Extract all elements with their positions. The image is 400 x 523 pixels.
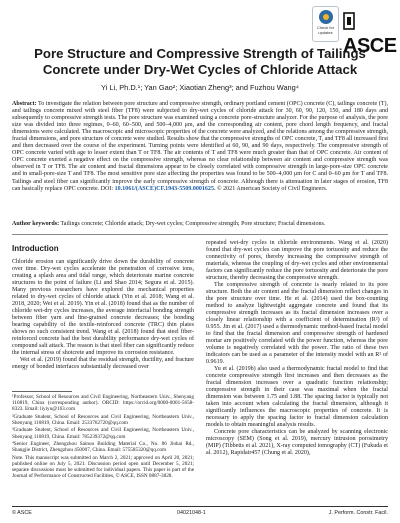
keywords-body: Tailings concrete; Chloride attack; Dry-wet cycles; Compressive strength; Pore structure; Fractal dimensions.	[59, 221, 326, 227]
footnote-4: ⁴Senior Engineer, Zhengzhou Sainuo Building Material Co., No. 86 Jinhai Rd., Shangjie District, Zhengzhou 450007, China. Email: 575585320@qq.com	[12, 441, 194, 454]
badge-line2: updates	[318, 30, 333, 35]
intro-paragraph-1: Chloride erosion can significantly drive down the durability of concrete over time. Dry-wet cycles accelerate the penetration of corrosive ions, creating a splash area and tidal range, which deteriorate marine concrete structures to the point of failure (Li and Shao 2014; Segura et al. 2015). Many previous researchers have explored the mechanical properties related to dry-wet cycles of chloride attack (Yin et al. 2018; Wang et al. 2018, 2020; Wei et al. 2019). Yin et al. (2018) found that as the number of chloride wet-dry cycles increases, the average interfacial bonding strength between fiber yarn and fine-grained concrete decreases; the bonding bearing capability of the textile-reinforced concrete (TRC) thin plates shows no such consistent trend. Wang et al. (2018) found that steel fiber-reinforced concrete had the best durability performance dry-wet cycles of compound salt attack. The reason is that steel fiber can significantly reduce the internal stress of shotcrete and improve its corrosion resistance.	[12, 259, 194, 357]
paper-title: Pore Structure and Compressive Strength of Tailings Concrete under Dry-Wet Cycles of Chloride Attack	[34, 46, 366, 77]
keywords-label: Author keywords:	[12, 221, 60, 227]
footnote-2: ²Graduate Student, School of Resources and Civil Engineering, Northeastern Univ., Shenyang 110819, China. Email: 2533762720@qq.com	[12, 413, 194, 426]
abstract	[12, 101, 388, 193]
header-bar	[0, 0, 400, 57]
asce-mark-icon	[343, 12, 355, 30]
intro-paragraph-5: Yu et al. (2019b) also used a thermodynamic fractal model to find that concrete compressive strength first increases and then decreases as the fractal dimension increases over a quadratic function relationship; compressive strength in their case was maximal when the fractal dimension was between 1.75 and 1.88. The spacing factor is typically not taken into account when calculating the fractal dimension, although it significantly influences the macroscopic properties of concrete. It is necessary to apply the spacing factor to fractal dimension calculation models to obtain meaningful analysis results.	[206, 366, 388, 429]
footnote-3: ³Graduate Student, School of Resources and Civil Engineering, Northeastern Univ., Shenyang 110819, China. Email: 785239372@qq.com	[12, 427, 194, 440]
intro-paragraph-4: The compressive strength of concrete is nearly related to its pore structure. Both the air content and the fractal dimension reflect changes in the pore structure over time. He et al. (2014) used the box-counting method to analyze lightweight aggregate concrete and found that its compressive strength increases as its fractal dimension increases over a closely linear relationship with a coefficient of determination (R²) of 0.955. Jin et al. (2017) used a thermodynamic method-based fractal model to find that the fractal dimension and compressive strength of hardened mortar are positively correlated with the power function, whereas the pore volume is negatively correlated with the power. The ratio of these two indicators can be used as a parameter of the intensity model with an R² of 0.9619.	[206, 282, 388, 366]
footnotes	[12, 394, 194, 481]
abstract-copyright: © 2021 American Society of Civil Engineers.	[215, 185, 328, 192]
section-heading-introduction: Introduction	[12, 244, 59, 253]
manuscript-note: Note. This manuscript was submitted on March 2, 2021; approved on April 20, 2021; published online on July 5, 2021. Discussion period open until December 5, 2021; separate discussions must be submitted for individual papers. This paper is part of the Journal of Performance of Constructed Facilities, © ASCE, ISSN 0887-3828.	[12, 454, 194, 480]
footnote-1: ¹Professor, School of Resources and Civil Engineering, Northeastern Univ., Shenyang 110819, China (corresponding author). ORCID: https://orcid.org/0000-0001-5658-8323. Email: liyiyu@163.com	[12, 394, 194, 413]
right-column	[206, 240, 388, 457]
asce-logo-text: ASCE	[343, 35, 397, 57]
intro-paragraph-6: Concrete pore characteristics can be analyzed by scanning electronic microscopy (SEM) (Song et al. 2019), mercury intrusion porosimetry (MIP) (Tibbetts et al. 2021), X-ray computed tomography (CT) (Fukuda et al. 2012), Rapidair457 (Chung et al. 2020),	[206, 429, 388, 457]
keywords-divider	[12, 234, 388, 235]
intro-paragraph-3: repeated wet-dry cycles in chloride environments. Wang et al. (2020) found that dry-wet cycles can improve the pore tortuosity and reduce the connectivity of pores, thereby increasing the compressive strength of materials, whereas the coupling of dry-wet cycles and other environmental factors can significantly reduce the pore tortuosity and deteriorate the pore structure, thereby decreasing the compressive strength.	[206, 240, 388, 282]
badge-line1: Check for	[316, 25, 335, 30]
author-keywords	[12, 221, 388, 228]
abstract-body: To investigate the relation between pore structure and compressive strength, ordinary portland cement (OPC) concrete (C), tailings concrete (T), and tailings concrete mixed with steel fiber (TF8) were subjected to dry-wet cycles of chloride attack for 30, 60, 90, 120, 150, and 180 days and subsequently to compressive strength tests. The pore structure was examined using a concrete pore-structure analyzer. For the purpose of analysis, the pore size was divided into three regimes, 0–60, 60–500, and 500–4,000 μm, and the corresponding air content, pore chord length frequency, and fractal dimensions were calculated. The macroscopic and microscopic properties of the concrete were analyzed, and the relations among the compressive strength, fractal dimensions, and pore structure of concrete were studied. Results show that the compressive strengths of OPC concrete, T, and TF8 all increased first and then decreased over the course of the experiment. Turning points were identified at 60, 90, and 90 days, respectively. The compressive strength of OPC concrete varied with age to lesser extent than T or TF8. The air contents of T and TF8 were much greater than that of OPC concrete. Air content of OPC concrete exerted a negative effect on the compressive strength, whereas no clear relationship between air content and compressive strength was observed in T or TF8. The air content and fractal dimensions appear to be closely correlated with compressive strength in large-pore-size OPC concrete and in small-pore-size T and TF8. The most sensitive pore size affecting the properties was found to be 500–4,000 μm for C and 0–60 μm for T and TF8. Tailings and steel fiber can significantly improve the early compressive strength of concrete. Although there is attenuation in later stages of erosion, TF8 can basically replace OPC concrete. DOI:	[12, 101, 388, 192]
footer-copyright: © ASCE	[12, 510, 32, 516]
intro-paragraph-2: Wei et al. (2019) found that the residual strength, ductility, and fracture energy of bonded interfaces substantially decreased over	[12, 357, 194, 371]
footer-journal: J. Perform. Constr. Facil.	[328, 510, 388, 516]
footer-divider	[12, 506, 388, 507]
left-column	[12, 240, 194, 371]
page-footer	[12, 509, 388, 519]
check-for-updates-badge[interactable]	[312, 6, 339, 42]
check-updates-icon	[319, 10, 333, 24]
asce-logo	[343, 10, 400, 57]
abstract-label: Abstract:	[12, 101, 37, 107]
footer-page-id: 04021048-1	[177, 510, 206, 516]
author-list: Yi Li, Ph.D.¹; Yan Gao²; Xiaotian Zheng³; and Fuzhou Wang⁴	[101, 83, 299, 92]
doi-link[interactable]: 10.1061/(ASCE)CF.1943-5509.0001625.	[114, 185, 216, 192]
footnote-divider	[12, 391, 72, 392]
